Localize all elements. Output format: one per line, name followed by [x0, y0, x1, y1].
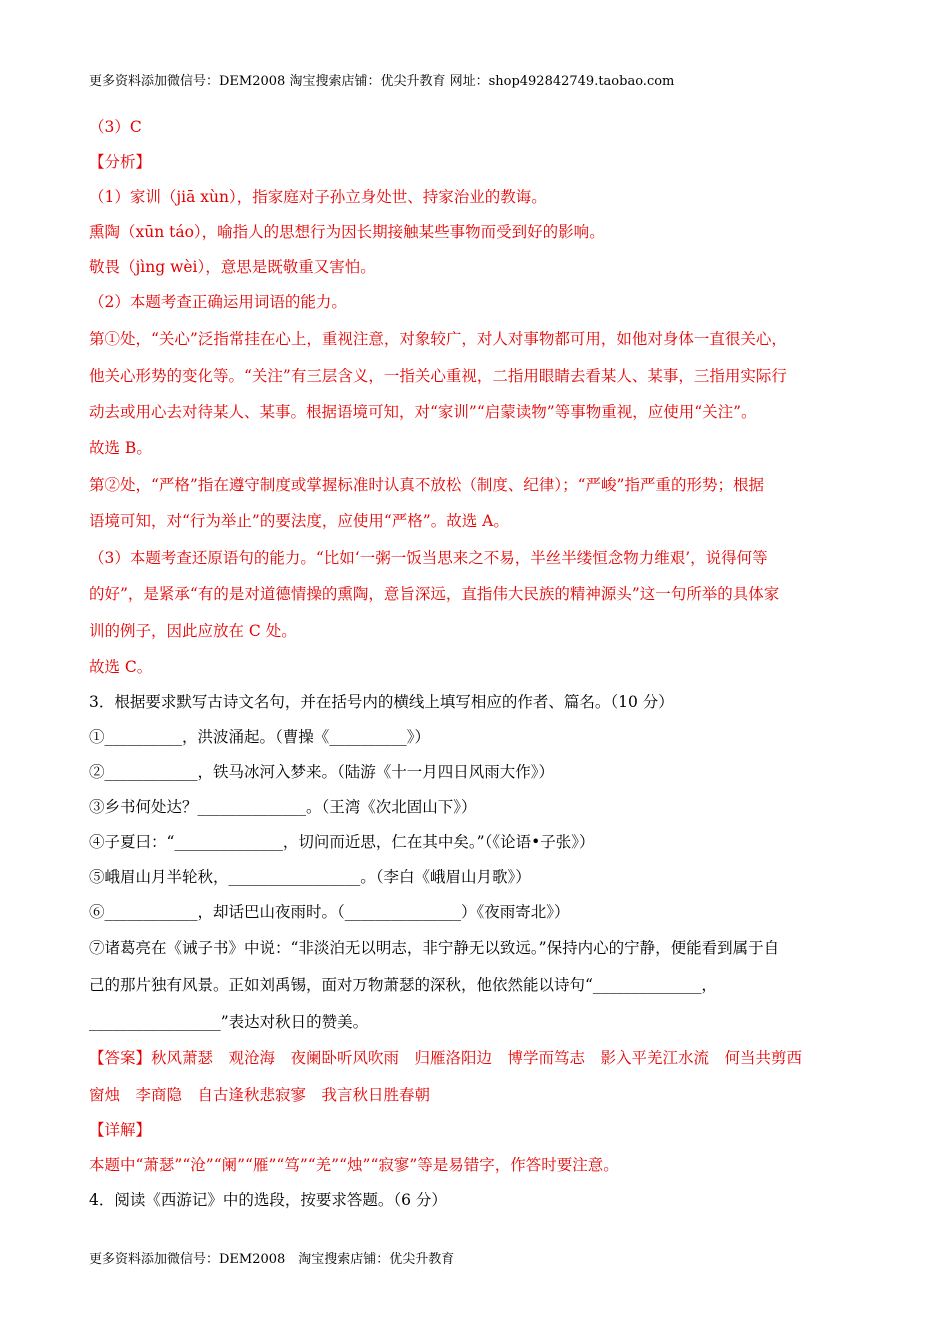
- text-line: 他关心形势的变化等。“关注”有三层含义，一指关心重视，二指用眼睛去看某人、某事，三指用实际行: [89, 367, 787, 385]
- answer-line: 窗烛 李商隐 自古逢秋悲寂寥 我言秋日胜春朝: [89, 1086, 431, 1104]
- text-line: （2）本题考查正确运用词语的能力。: [89, 293, 347, 311]
- text-line: 动去或用心去对待某人、某事。根据语境可知，对“家训”“启蒙读物”等事物重视，应使用“关注”。: [89, 403, 757, 421]
- text-line: 己的那片独有风景。正如刘禹锡，面对万物萧瑟的深秋，他依然能以诗句“______________，: [89, 976, 717, 994]
- text-line: ⑤峨眉山月半轮秋，_________________。（李白《峨眉山月歌》）: [89, 868, 531, 886]
- text-line: ②____________，铁马冰河入梦来。（陆游《十一月四日风雨大作》）: [89, 763, 555, 781]
- text-line: ⑦诸葛亮在《诫子书》中说：“非淡泊无以明志，非宁静无以致远。”保持内心的宁静，便能看到属于自: [89, 939, 780, 957]
- text-line: ③乡书何处达？______________。（王湾《次北固山下》）: [89, 798, 477, 816]
- text-line: _________________”表达对秋日的赞美。: [89, 1013, 369, 1031]
- text-line: ④子夏曰：“______________，切问而近思，仁在其中矣。”（《论语•子张》）: [89, 833, 595, 851]
- text-line: 【详解】: [89, 1121, 152, 1139]
- text-line: ①__________，洪波涌起。（曹操《__________》）: [89, 728, 431, 746]
- text-line: 熏陶（xūn táo），喻指人的思想行为因长期接触某些事物而受到好的影响。: [89, 223, 605, 241]
- answer-line: 【答案】秋风萧瑟 观沧海 夜阑卧听风吹雨 归雁洛阳边 博学而笃志 影入平羌江水流 何当共剪西: [89, 1049, 803, 1067]
- text-line: 故选 C。: [89, 658, 153, 676]
- text-line: ⑥____________，却话巴山夜雨时。（_______________）《夜雨寄北》）: [89, 903, 570, 921]
- text-line: 的好”，是紧承“有的是对道德情操的熏陶，意旨深远，直指伟大民族的精神源头”这一句所举的具体家: [89, 585, 780, 603]
- text-line: 语境可知，对“行为举止”的要法度，应使用“严格”。故选 A。: [89, 512, 509, 530]
- text-line: （3）C: [89, 118, 142, 136]
- text-line: （1）家训（jiā xùn），指家庭对子孙立身处世、持家治业的教诲。: [89, 188, 547, 206]
- page-header: 更多资料添加微信号：DEM2008 淘宝搜索店铺：优尖升教育 网址：shop492842749.taobao.com: [89, 74, 675, 89]
- text-line: 第①处，“关心”泛指常挂在心上，重视注意，对象较广，对人对事物都可用，如他对身体一直很关心，: [89, 330, 787, 348]
- text-line: （3）本题考查还原语句的能力。“比如‘一粥一饭当思来之不易，半丝半缕恒念物力维艰’，说得何等: [89, 549, 768, 567]
- question-3-title: 3．根据要求默写古诗文名句，并在括号内的横线上填写相应的作者、篇名。（10 分）: [89, 693, 674, 711]
- text-line: 敬畏（jìng wèi），意思是既敬重又害怕。: [89, 258, 376, 276]
- page-footer: 更多资料添加微信号：DEM2008 淘宝搜索店铺：优尖升教育: [89, 1252, 455, 1267]
- text-line: 【分析】: [89, 153, 152, 171]
- text-line: 第②处，“严格”指在遵守制度或掌握标准时认真不放松（制度、纪律）；“严峻”指严重的形势；根据: [89, 476, 764, 494]
- text-line: 本题中“萧瑟”“沧”“阑”“雁”“笃”“羌”“烛”“寂寥”等是易错字，作答时要注意。: [89, 1156, 619, 1174]
- text-line: 训的例子，因此应放在 C 处。: [89, 622, 297, 640]
- text-line: 故选 B。: [89, 439, 152, 457]
- question-4-title: 4．阅读《西游记》中的选段，按要求答题。（6 分）: [89, 1191, 447, 1209]
